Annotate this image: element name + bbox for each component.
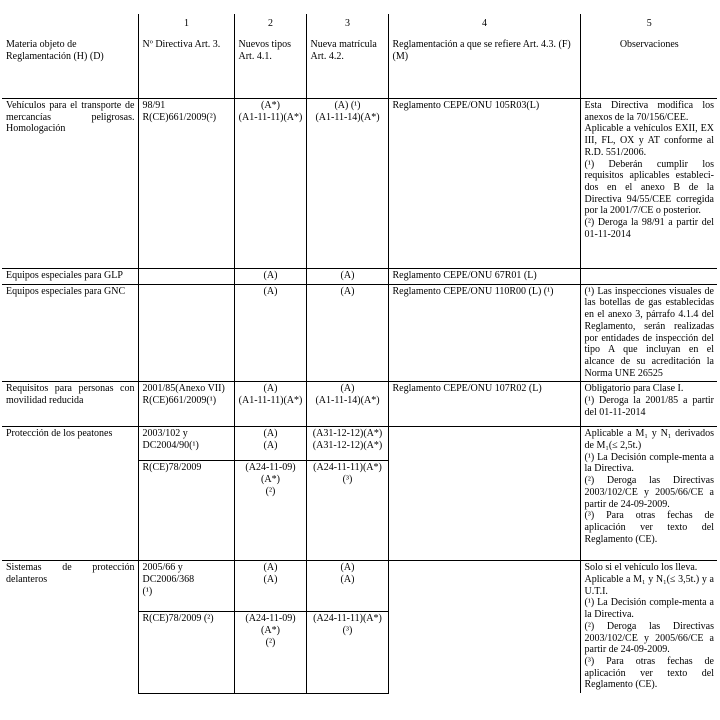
header-row — [2, 34, 717, 99]
directiva-cell-line: R(CE)78/2009 (²) — [142, 613, 214, 625]
reglamentacion-cell — [388, 561, 580, 693]
nuevos-tipos-cell-line: (²) — [265, 636, 276, 648]
header-observaciones: Observaciones — [580, 34, 717, 99]
observaciones-cell-line: (²) Deroga las Directivas 2003/102/CE y 2005/66/CE a partir de 24-09-2009. — [584, 620, 714, 656]
observaciones-cell-line: Aplicable a vehículos EXII, EX III, FL, OX y AT conforme al R.D. 551/2006. — [584, 123, 714, 158]
observaciones-cell-line: (¹) Las inspecciones visuales de las botellas de gas establecidas en el anexo 3, párrafo 4.1.4 del Reglamento, serán realizadas por entidades de inspección del tipo A que incluyan en el alcance de su acreditación la Norma UNE 26525 — [584, 285, 714, 379]
reglamentacion-cell — [388, 382, 580, 427]
nueva-matricula-cell-line: (A) (¹) — [334, 100, 361, 111]
column-number: 1 — [138, 14, 234, 34]
directiva-cell — [138, 461, 234, 561]
nueva-matricula-cell-line: (A31-12-12)(A*) — [312, 428, 383, 440]
header-materia: Materia objeto de Reglamentación (H) (D) — [2, 34, 138, 99]
header-nueva-matricula: Nueva matrícula Art. 4.2. — [306, 34, 388, 99]
materia-cell — [2, 99, 138, 269]
observaciones-cell-line: (¹) La Decisión comple-menta a la Directiva. — [584, 597, 714, 621]
materia-cell — [2, 269, 138, 285]
nueva-matricula-cell-line: (A31-12-12)(A*) — [312, 440, 383, 452]
nueva-matricula-cell — [306, 269, 388, 285]
directiva-cell — [138, 284, 234, 382]
nuevos-tipos-cell-line: (A) — [263, 285, 278, 297]
table-row — [2, 269, 717, 285]
nueva-matricula-cell — [306, 99, 388, 269]
directiva-cell-line: DC2004/90(¹) — [142, 440, 199, 452]
materia-cell — [2, 284, 138, 382]
table-row — [2, 284, 717, 382]
nuevos-tipos-cell-line: (A) — [263, 562, 278, 574]
directiva-cell-line: 98/91 — [142, 100, 166, 111]
directiva-cell-line: R(CE)661/2009(²) — [142, 111, 217, 123]
materia-cell — [2, 382, 138, 427]
directiva-cell — [138, 612, 234, 693]
nuevos-tipos-cell-line: (A) — [263, 383, 278, 395]
nuevos-tipos-cell — [234, 99, 306, 269]
directiva-cell-line: 2003/102 y — [142, 428, 188, 440]
nuevos-tipos-cell-line: (A*) — [261, 100, 280, 111]
nuevos-tipos-cell-line: (A*) — [261, 624, 280, 636]
header-reglamentacion: Reglamentación a que se refiere Art. 4.3. (F) (M) — [388, 34, 580, 99]
materia-cell-text: Requisitos para personas con movilidad reducida — [6, 383, 135, 407]
materia-cell-text: Equipos especiales para GLP — [6, 270, 123, 281]
directiva-cell-line: 2001/85(Anexo VII) — [142, 383, 225, 395]
observaciones-cell-line: (²) Deroga la 98/91 a partir del 01-11-2014 — [584, 217, 714, 240]
nuevos-tipos-cell-line: (A) — [263, 428, 278, 440]
directiva-cell-line: R(CE)78/2009 — [142, 462, 202, 474]
materia-cell-text: Protección de los peatones — [6, 428, 113, 440]
nuevos-tipos-cell — [234, 269, 306, 285]
nuevos-tipos-cell-line: (A24-11-09) — [245, 613, 296, 625]
reglamentacion-cell — [388, 427, 580, 561]
observaciones-cell — [580, 284, 717, 382]
column-number-empty — [2, 14, 138, 34]
materia-cell — [2, 427, 138, 561]
table-row — [2, 561, 717, 612]
directiva-cell — [138, 561, 234, 612]
table-row — [2, 99, 717, 269]
nuevos-tipos-cell-line: (A) — [263, 270, 278, 281]
observaciones-cell-line: Aplicable a M₁ y N₁(≤ 3,5t.) y a U.T.I. — [584, 574, 714, 597]
reglamentacion-cell — [388, 284, 580, 382]
nuevos-tipos-cell — [234, 461, 306, 561]
materia-cell — [2, 561, 138, 693]
directiva-cell-line: 2005/66 y — [142, 562, 183, 574]
nuevos-tipos-cell — [234, 427, 306, 461]
regulation-table — [2, 14, 717, 694]
observaciones-cell — [580, 99, 717, 269]
materia-cell-text: Equipos especiales para GNC — [6, 285, 126, 297]
reglamentacion-cell — [388, 269, 580, 285]
nueva-matricula-cell-line: (A1-11-14)(A*) — [315, 111, 380, 123]
directiva-cell-line: (¹) — [142, 585, 153, 597]
reglamentacion-cell-text: Reglamento CEPE/ONU 105R03(L) — [392, 100, 540, 111]
reglamentacion-cell-text: Reglamento CEPE/ONU 67R01 (L) — [392, 270, 537, 281]
column-number: 4 — [388, 14, 580, 34]
observaciones-cell-line: (¹) Deberán cumplir los requisitos aplicables estableci-dos en el anexo B de la Directiva 94/55/CEE corregida por la 2001/7/CE o posterior. — [584, 158, 714, 217]
nueva-matricula-cell-line: (A) — [340, 562, 355, 574]
nuevos-tipos-cell — [234, 561, 306, 612]
directiva-cell — [138, 382, 234, 427]
table-row — [2, 382, 717, 427]
directiva-cell — [138, 427, 234, 461]
reglamentacion-cell-text: Reglamento CEPE/ONU 110R00 (L) (¹) — [392, 285, 554, 297]
nuevos-tipos-cell-line: (A1-11-11)(A*) — [238, 111, 303, 123]
materia-cell-text: Sistemas de protección delanteros — [6, 562, 135, 586]
nueva-matricula-cell-line: (A24-11-11)(A*) — [313, 613, 382, 625]
nuevos-tipos-cell-line: (A*) — [261, 474, 280, 486]
nuevos-tipos-cell — [234, 612, 306, 693]
reglamentacion-cell-text: Reglamento CEPE/ONU 107R02 (L) — [392, 383, 542, 395]
nuevos-tipos-cell-line: (A) — [263, 440, 278, 452]
nueva-matricula-cell-line: (A1-11-14)(A*) — [315, 395, 380, 407]
observaciones-cell-line: Aplicable a M₁ y N₁ derivados de M₁(≤ 2,5t.) — [584, 428, 714, 452]
nueva-matricula-cell-line: (A) — [340, 574, 355, 586]
header-directiva: Nº Directiva Art. 3. — [138, 34, 234, 99]
nueva-matricula-cell — [306, 284, 388, 382]
observaciones-cell-line: Solo si el vehículo los lleva. — [584, 562, 698, 574]
header-nuevos-tipos: Nuevos tipos Art. 4.1. — [234, 34, 306, 99]
nuevos-tipos-cell-line: (A24-11-09) — [245, 462, 296, 474]
observaciones-cell — [580, 269, 717, 285]
nueva-matricula-cell-line: (A) — [340, 285, 355, 297]
nueva-matricula-cell-line: (A) — [340, 270, 355, 281]
nueva-matricula-cell — [306, 382, 388, 427]
nueva-matricula-cell-line: (³) — [342, 474, 353, 486]
nueva-matricula-cell-line: (A24-11-11)(A*) — [313, 462, 382, 474]
observaciones-cell-line: (¹) La Decisión comple-menta a la Directiva. — [584, 451, 714, 475]
directiva-cell — [138, 99, 234, 269]
column-number: 5 — [580, 14, 717, 34]
column-number-row — [2, 14, 717, 34]
nueva-matricula-cell — [306, 561, 388, 612]
observaciones-cell — [580, 427, 717, 561]
nuevos-tipos-cell — [234, 284, 306, 382]
directiva-cell-line: DC2006/368 — [142, 574, 195, 586]
nuevos-tipos-cell-line: (A) — [263, 574, 278, 586]
observaciones-cell-line: (³) Para otras fechas de aplicación ver texto del Reglamento (CE). — [584, 510, 714, 545]
observaciones-cell-line: (³) Para otras fechas de aplicación ver texto del Reglamento (CE). — [584, 655, 714, 691]
observaciones-cell — [580, 561, 717, 693]
directiva-cell-line: R(CE)661/2009(¹) — [142, 395, 217, 407]
nuevos-tipos-cell-line: (A1-11-11)(A*) — [238, 395, 303, 407]
nueva-matricula-cell-line: (³) — [342, 624, 353, 636]
nuevos-tipos-cell — [234, 382, 306, 427]
nueva-matricula-cell — [306, 461, 388, 561]
nuevos-tipos-cell-line: (²) — [265, 485, 276, 497]
nueva-matricula-cell-line: (A) — [340, 383, 355, 395]
observaciones-cell — [580, 382, 717, 427]
column-number: 2 — [234, 14, 306, 34]
materia-cell-text: Vehículos para el transporte de mercancías peligrosas. Homologación — [6, 100, 135, 135]
observaciones-cell-line: Esta Directiva modifica los anexos de la 70/156/CEE. — [584, 100, 714, 123]
observaciones-cell-line: (²) Deroga las Directivas 2003/102/CE y 2005/66/CE a partir de 24-09-2009. — [584, 475, 714, 510]
observaciones-cell-line: (¹) Deroga la 2001/85 a partir del 01-11-2014 — [584, 395, 714, 418]
reglamentacion-cell — [388, 99, 580, 269]
directiva-cell — [138, 269, 234, 285]
nueva-matricula-cell — [306, 612, 388, 693]
nueva-matricula-cell — [306, 427, 388, 461]
table-row — [2, 427, 717, 461]
observaciones-cell-line: Obligatorio para Clase I. — [584, 383, 684, 395]
column-number: 3 — [306, 14, 388, 34]
